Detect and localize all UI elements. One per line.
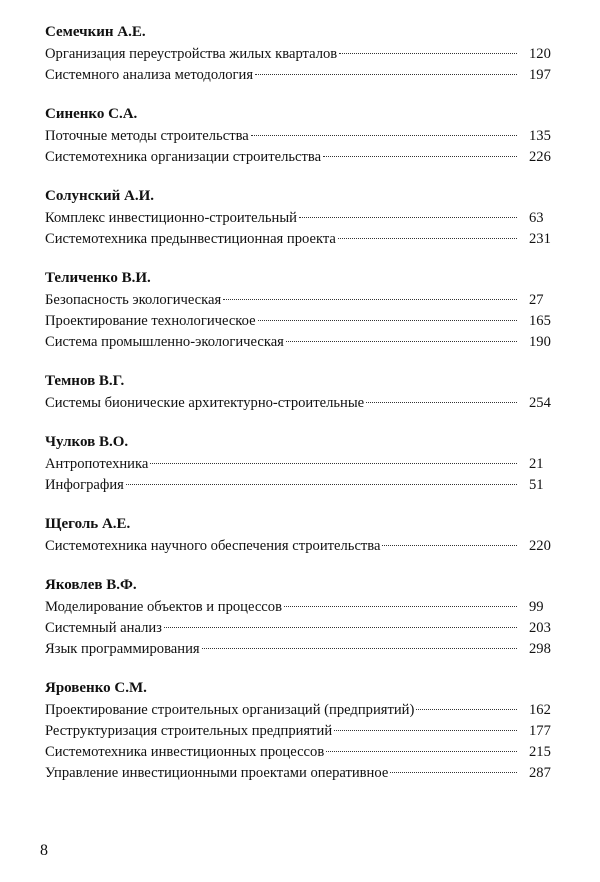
dot-leader <box>382 545 517 546</box>
entry-page-number: 177 <box>529 723 551 739</box>
entry-page-number: 287 <box>529 765 551 781</box>
entry-page-number: 226 <box>529 149 551 165</box>
entry-title: Язык программирования <box>45 641 200 657</box>
entry-title: Комплекс инвестиционно-строительный <box>45 210 297 226</box>
index-entry <box>45 393 567 414</box>
author-name: Семечкин А.Е. <box>45 24 146 40</box>
author-name: Синенко С.А. <box>45 106 138 122</box>
author-name: Солунский А.И. <box>45 188 155 204</box>
index-entry <box>45 290 567 311</box>
index-entry <box>45 332 567 353</box>
entry-title: Системотехника инвестиционных процессов <box>45 744 325 760</box>
author-name: Яровенко С.М. <box>45 680 147 696</box>
entry-title: Системотехника научного обеспечения строительства <box>45 538 381 554</box>
entry-page-number: 298 <box>529 641 551 657</box>
author-block <box>45 23 567 86</box>
index-entry <box>45 475 567 496</box>
entry-page-number: 27 <box>529 292 544 308</box>
entry-page-number: 165 <box>529 313 551 329</box>
entry-page-number: 254 <box>529 395 551 411</box>
entry-title: Поточные методы строительства <box>45 128 249 144</box>
index-entry <box>45 126 567 147</box>
entry-page-number: 21 <box>529 456 544 472</box>
dot-leader <box>258 320 517 321</box>
entry-title: Инфография <box>45 477 124 493</box>
dot-leader <box>339 53 517 54</box>
entry-title: Антропотехника <box>45 456 149 472</box>
entry-page-number: 231 <box>529 231 551 247</box>
author-block <box>45 269 567 353</box>
entry-page-number: 197 <box>529 67 551 83</box>
author-block <box>45 372 567 414</box>
author-name: Чулков В.О. <box>45 434 129 450</box>
entry-title: Моделирование объектов и процессов <box>45 599 282 615</box>
dot-leader <box>164 627 517 628</box>
index-entry <box>45 208 567 229</box>
author-name: Темнов В.Г. <box>45 373 125 389</box>
index-entry <box>45 229 567 250</box>
dot-leader <box>126 484 517 485</box>
entry-title: Управление инвестиционными проектами оперативное <box>45 765 389 781</box>
entry-page-number: 215 <box>529 744 551 760</box>
entry-title: Проектирование строительных организаций (предприятий) <box>45 702 415 718</box>
dot-leader <box>334 730 517 731</box>
entry-title: Системотехника организации строительства <box>45 149 322 165</box>
index-entry <box>45 44 567 65</box>
index-entry <box>45 536 567 557</box>
author-block <box>45 576 567 660</box>
index-entry <box>45 454 567 475</box>
dot-leader <box>390 772 517 773</box>
entry-title: Система промышленно-экологическая <box>45 334 284 350</box>
author-block <box>45 187 567 250</box>
index-entry <box>45 597 567 618</box>
author-block <box>45 105 567 168</box>
dot-leader <box>150 463 517 464</box>
author-block <box>45 515 567 557</box>
dot-leader <box>202 648 517 649</box>
entry-page-number: 190 <box>529 334 551 350</box>
dot-leader <box>284 606 517 607</box>
index-entry <box>45 65 567 86</box>
entry-title: Системотехника предынвестиционная проекта <box>45 231 336 247</box>
dot-leader <box>251 135 517 136</box>
index-entry <box>45 147 567 168</box>
entry-page-number: 203 <box>529 620 551 636</box>
dot-leader <box>299 217 517 218</box>
index-entry <box>45 639 567 660</box>
index-entry <box>45 618 567 639</box>
entry-title: Системного анализа методология <box>45 67 254 83</box>
entry-page-number: 120 <box>529 46 551 62</box>
index-entry <box>45 700 567 721</box>
entry-title: Системы бионические архитектурно-строительные <box>45 395 365 411</box>
dot-leader <box>326 751 517 752</box>
dot-leader <box>366 402 517 403</box>
dot-leader <box>223 299 517 300</box>
author-name: Щеголь А.Е. <box>45 516 131 532</box>
dot-leader <box>416 709 517 710</box>
author-name: Теличенко В.И. <box>45 270 151 286</box>
dot-leader <box>323 156 517 157</box>
entry-page-number: 162 <box>529 702 551 718</box>
entry-title: Системный анализ <box>45 620 162 636</box>
entry-title: Реструктуризация строительных предприятий <box>45 723 333 739</box>
author-index <box>45 23 567 803</box>
index-entry <box>45 763 567 784</box>
entry-page-number: 99 <box>529 599 544 615</box>
author-block <box>45 679 567 784</box>
index-entry <box>45 742 567 763</box>
index-entry <box>45 311 567 332</box>
entry-page-number: 51 <box>529 477 544 493</box>
page-number: 8 <box>40 842 48 859</box>
entry-page-number: 63 <box>529 210 544 226</box>
entry-page-number: 135 <box>529 128 551 144</box>
dot-leader <box>286 341 517 342</box>
author-block <box>45 433 567 496</box>
entry-page-number: 220 <box>529 538 551 554</box>
dot-leader <box>338 238 517 239</box>
entry-title: Организация переустройства жилых кварталов <box>45 46 338 62</box>
dot-leader <box>255 74 517 75</box>
author-name: Яковлев В.Ф. <box>45 577 137 593</box>
entry-title: Проектирование технологическое <box>45 313 256 329</box>
entry-title: Безопасность экологическая <box>45 292 222 308</box>
index-entry <box>45 721 567 742</box>
